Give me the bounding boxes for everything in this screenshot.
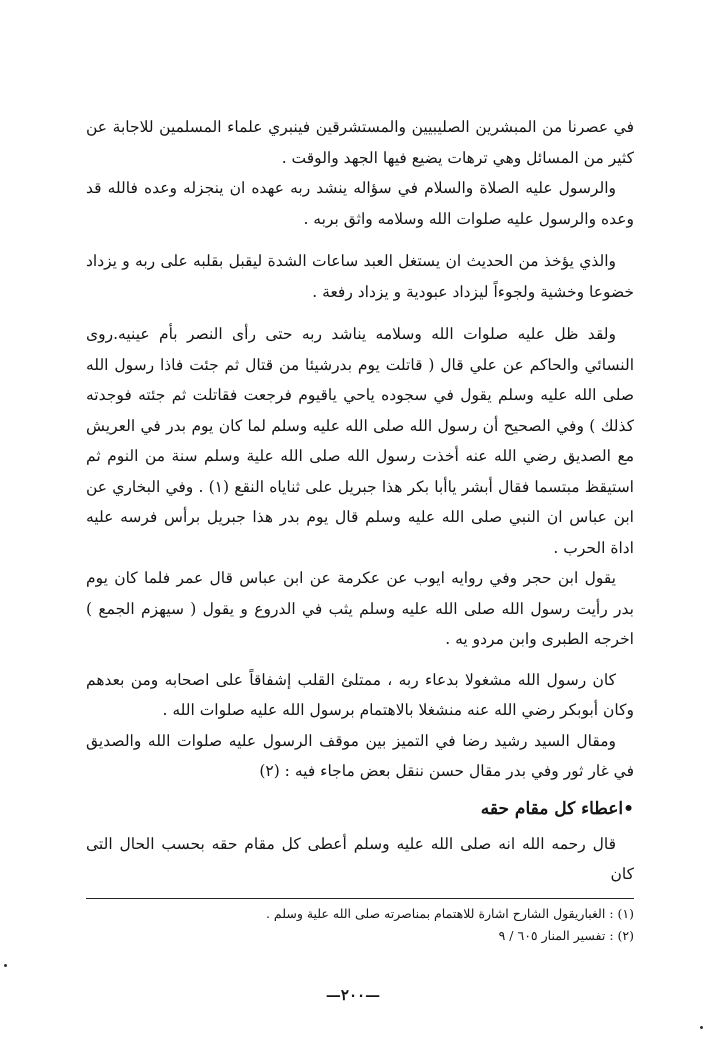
paragraph-8: قال رحمه الله انه صلى الله عليه وسلم أعطى كل مقام حقه بحسب الحال التى كان: [86, 834, 634, 883]
footnote-divider: [86, 898, 634, 899]
paragraph-3: والذي يؤخذ من الحديث ان يستغل العبد ساعات الشدة ليقبل بقلبه على ربه و يزداد خضوعا وخشية ولجوءاً ليزداد عبودية و يزداد رفعة .: [86, 252, 634, 301]
paragraph-1: في عصرنا من المبشرين الصليبيين والمستشرقين فينبري علماء المسلمين للاجابة عن كثير من المسائل وهي ترهات يضيع فيها الجهد والوقت .: [86, 118, 634, 167]
paragraph-7: ومقال السيد رشيد رضا في التميز بين موقف الرسول عليه صلوات الله والصديق في غار ثور وفي بدر مقال حسن ننقل بعض ماجاء فيه : (٢): [86, 731, 634, 780]
scan-speck: [4, 964, 7, 967]
footnote-2: (٢) : تفسير المنار ٦٠٥ / ٩: [498, 927, 634, 943]
footnote-1: (١) : الغباريقول الشارح اشارة للاهتمام بمناصرته صلى الله علية وسلم .: [265, 905, 634, 921]
scan-speck: [700, 1026, 703, 1029]
page-number: —٢٠٠—: [325, 986, 381, 1004]
section-heading: •اعطاء كل مقام حقه: [480, 798, 634, 819]
page-body: [86, 112, 634, 947]
paragraph-4: ولقد ظل عليه صلوات الله وسلامه يناشد ربه حتى رأى النصر بأم عينيه.روى النسائي والحاكم عن علي قال ( قاتلت يوم بدرشيئا من قتال ثم جئت فاذا رسول الله صلى الله عليه وسلم يقول في سجوده ياحي ياقيوم فرجعت فقاتلت ثم جئته فوجدته كذلك ) وفي الصحيح أن رسول الله صلى الله عليه وسلم لما كان يوم بدر في العريش مع الصديق رضي الله عنه أخذت رسول الله صلى الله علية وسلم سنة من النوم ثم استيقظ مبتسما فقال أبشر ياأبا بكر هذا جبريل على ثناياه النقع (١) . وفي البخاري عن ابن عباس ان النبي صلى الله عليه وسلم قال يوم بدر هذا جبريل برأس فرسه عليه اداة الحرب .: [86, 325, 634, 557]
footnotes: [86, 903, 634, 947]
paragraph-2: والرسول عليه الصلاة والسلام في سؤاله ينشد ربه عهده ان ينجزله وعده فالله قد وعده والرسول عليه صلوات الله وسلامه واثق بربه .: [86, 179, 634, 228]
paragraph-5: يقول ابن حجر وفي روايه ايوب عن عكرمة عن ابن عباس قال عمر فلما كان يوم بدر رأيت رسول الله صلى الله عليه وسلم يثب في الدروع و يقول ( سيهزم الجمع ) اخرجه الطبرى وابن مردو يه .: [86, 569, 634, 648]
paragraph-6: كان رسول الله مشغولا بدعاء ربه ، ممتلئ القلب إشفاقاً على اصحابه ومن بعدهم وكان أبوبكر رضي الله عنه منشغلا بالاهتمام برسول الله عليه صلوات الله .: [86, 670, 634, 719]
